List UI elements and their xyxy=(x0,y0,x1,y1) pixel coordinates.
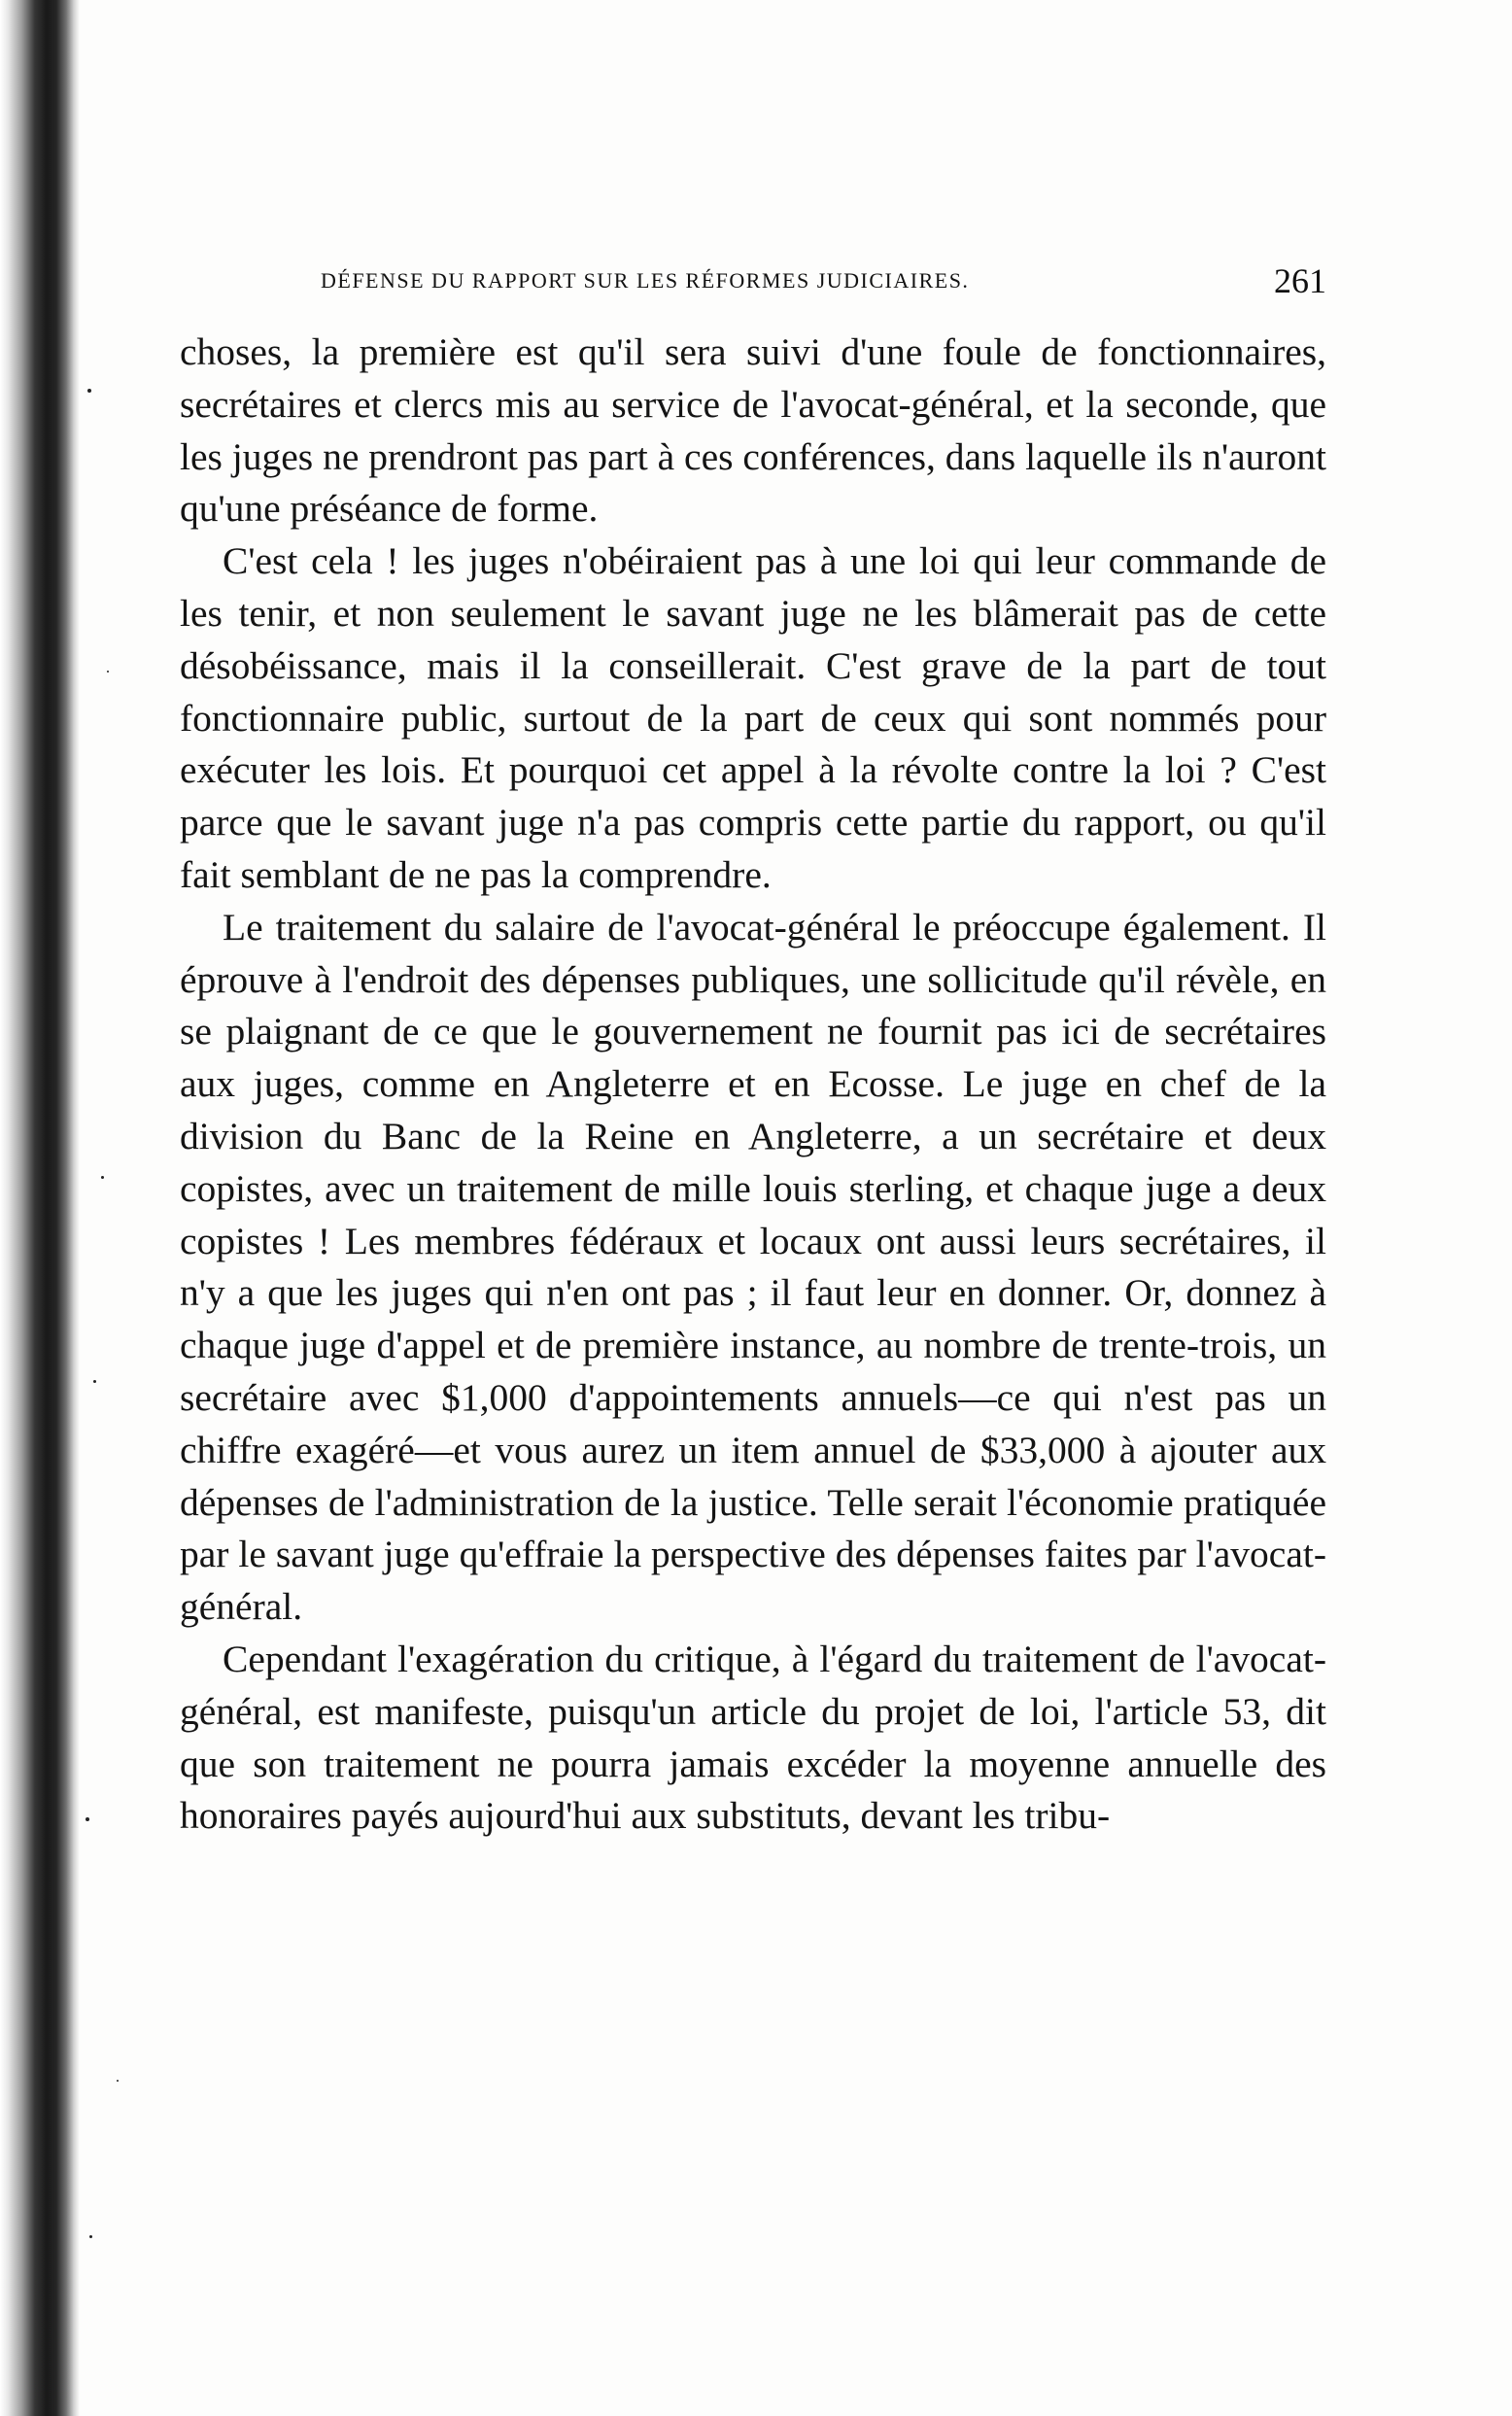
scan-speck xyxy=(117,2080,119,2082)
scan-speck xyxy=(107,671,109,673)
paragraph: Le traitement du salaire de l'avocat-général le préoccupe également. Il éprouve à l'endroit des dépenses publiques, une sollicitude qu'il révèle, en se plaignant de ce que le gouvernement ne fournit pas ici de secrétaires aux juges, comme en Angleterre et en Ecosse. Le juge en chef de la division du Banc de la Reine en Angleterre, a un secrétaire et deux copistes, avec un traitement de mille louis sterling, et chaque juge a deux copistes ! Les membres fédéraux et locaux ont aussi leurs secrétaires, il n'y a que les juges qui n'en ont pas ; il faut leur en donner. Or, donnez à chaque juge d'appel et de première instance, au nombre de trente-trois, un secrétaire avec $1,000 d'appointements annuels—ce qui n'est pas un chiffre exagéré—et vous aurez un item annuel de $33,000 à ajouter aux dépenses de l'administration de la justice. Telle serait l'économie pratiquée par le savant juge qu'effraie la perspective des dépenses faites par l'avocat-général. xyxy=(180,905,1326,1629)
paragraph-continued: choses, la première est qu'il sera suivi d'une foule de fonctionnaires, secrétaires et clercs mis au service de l'avocat-général, et la seconde, que les juges ne prendront pas part à ces conférences, dans laquelle ils n'auront qu'une préséance de forme. xyxy=(180,330,1326,531)
body-text xyxy=(180,327,1326,1843)
scan-speck xyxy=(93,1380,96,1383)
paragraph: C'est cela ! les juges n'obéiraient pas à une loi qui leur commande de les tenir, et non seulement le savant juge ne les blâmerait pas de cette désobéissance, mais il la conseillerait. C'est grave de la part de tout fonctionnaire public, surtout de la part de ceux qui sont nommés pour exécuter les lois. Et pourquoi cet appel à la révolte contre la loi ? C'est parce que le savant juge n'a pas compris cette partie du rapport, ou qu'il fait semblant de ne pas la comprendre. xyxy=(180,539,1326,896)
paragraph: Cependant l'exagération du critique, à l'égard du traitement de l'avocat-général, est manifeste, puisqu'un article du projet de loi, l'article 53, dit que son traitement ne pourra jamais excéder la moyenne annuelle des honoraires payés aujourd'hui aux substituts, devant les tribu- xyxy=(180,1637,1326,1838)
page-number: 261 xyxy=(1274,261,1326,300)
scan-speck xyxy=(86,1817,89,1821)
scan-speck xyxy=(101,1176,104,1179)
scan-speck xyxy=(89,2235,92,2238)
running-head: DÉFENSE DU RAPPORT SUR LES RÉFORMES JUDICIAIRES. xyxy=(321,268,970,293)
page-header xyxy=(321,260,1326,299)
binding-edge xyxy=(0,0,80,2416)
scan-speck xyxy=(87,389,91,393)
